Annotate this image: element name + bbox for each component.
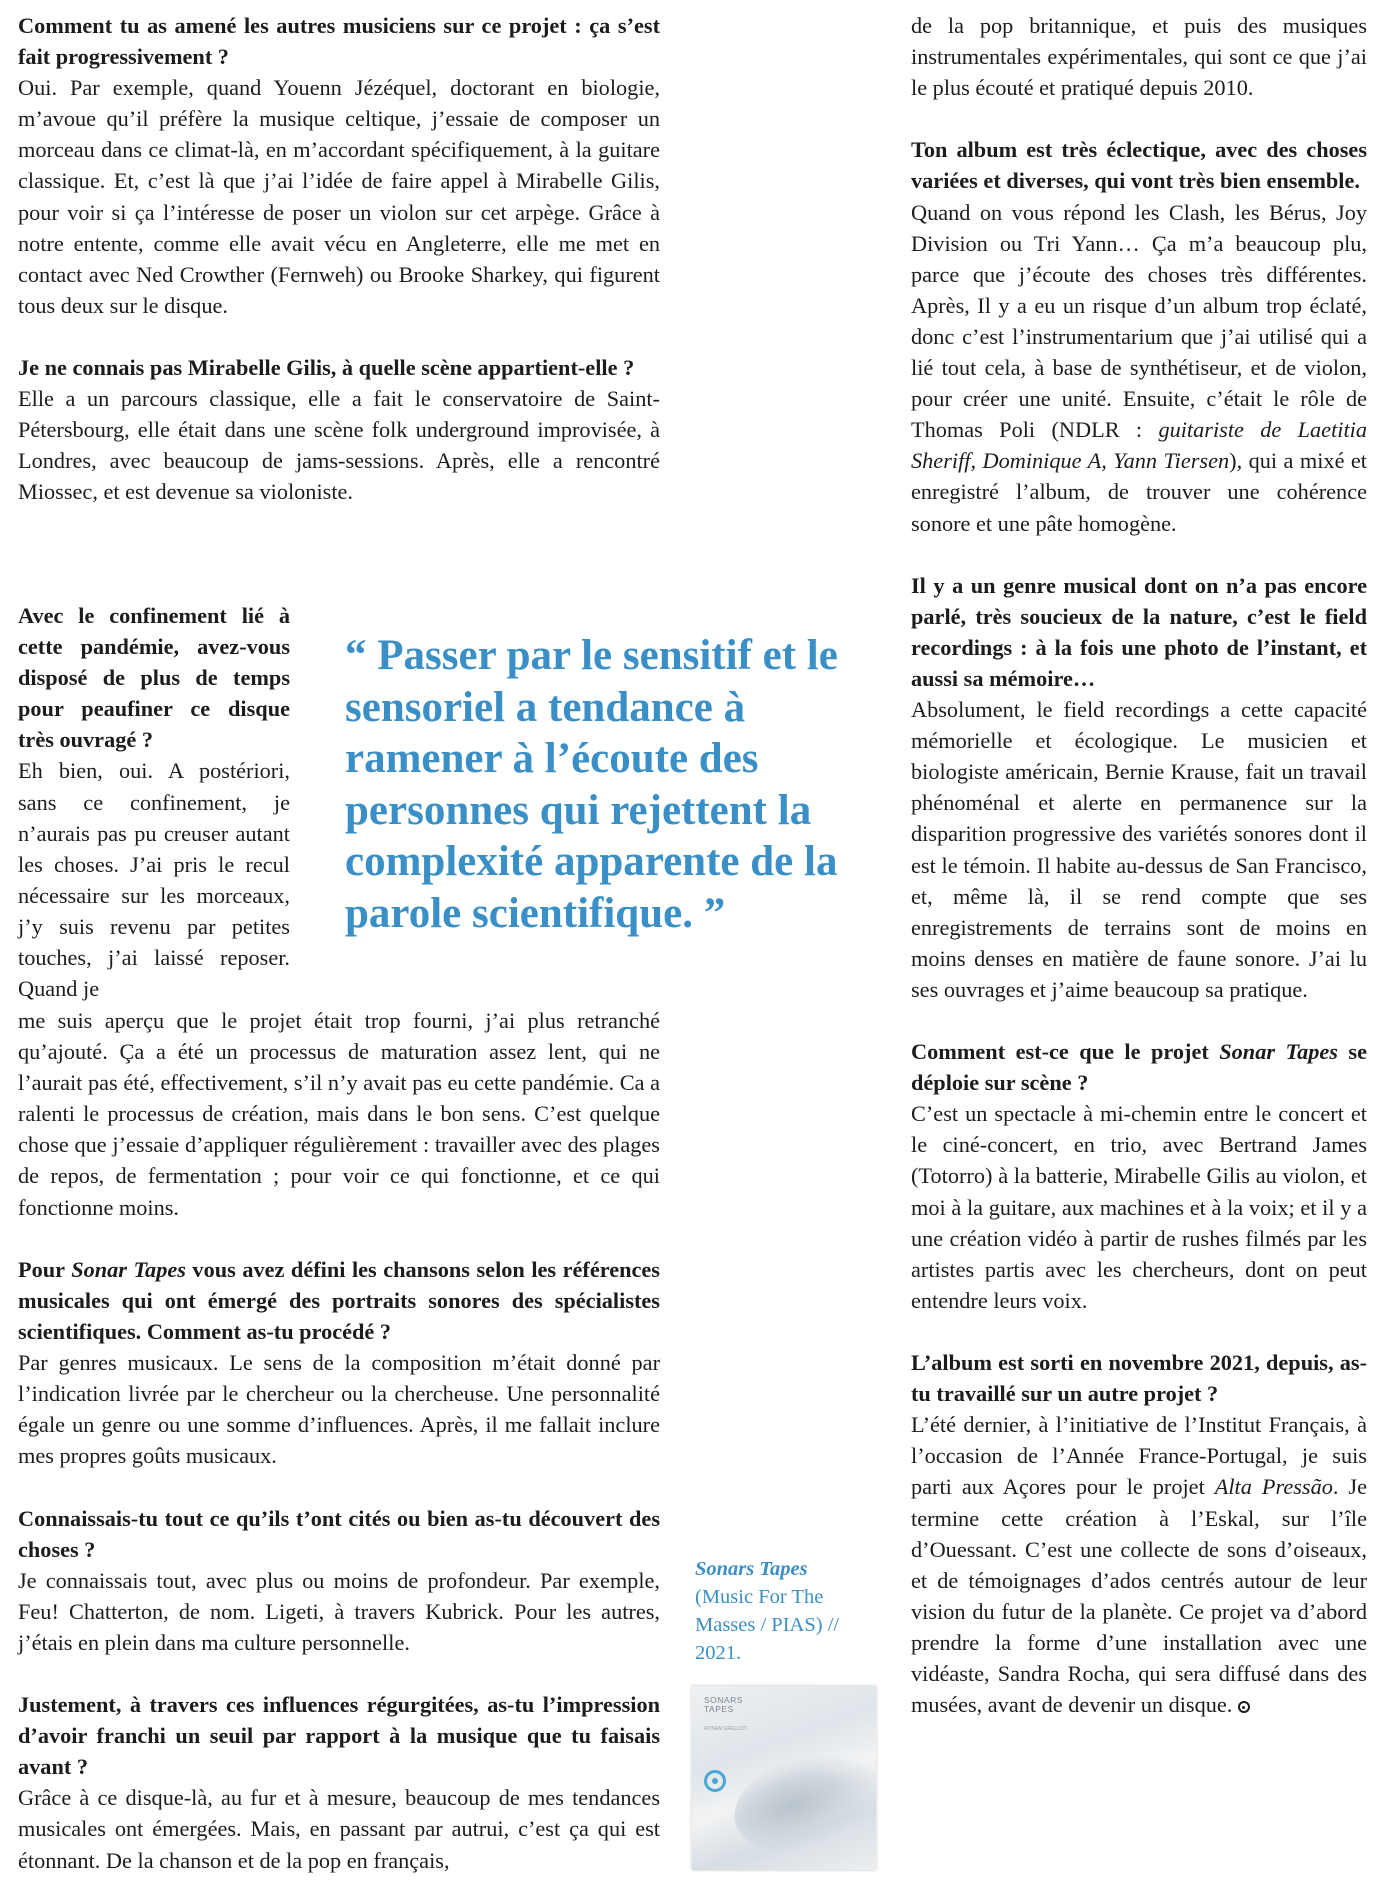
question-9 [911, 1036, 1367, 1098]
question-4-text: Pour [18, 1256, 72, 1282]
right-column [911, 10, 1367, 1720]
answer-6-continued: de la pop britannique, et puis des musiques instrumentales expérimentales, qui sont ce que j’ai le plus écouté et pratiqué depuis 2010. [911, 13, 1367, 101]
album-title: Sonar Tapes [1219, 1039, 1338, 1065]
question-4 [18, 1254, 660, 1347]
paragraph-gap [911, 539, 1367, 570]
left-column-top [18, 10, 660, 508]
answer-10 [911, 1409, 1367, 1720]
question-2: Je ne connais pas Mirabelle Gilis, à quelle scène appartient-elle ? [18, 355, 635, 381]
answer-9: C’est un spectacle à mi-chemin entre le concert et le ciné-concert, en trio, avec Bertrand James (Totorro) à la batterie, Mirabelle Gilis au violon, et moi à la guitare, aux machines et à la voix; et il y a une création vidéo à partir de rushes filmés par les artistes partis avec les chercheurs, dont on peut entendre leurs voix. [911, 1101, 1367, 1313]
question-8: Il y a un genre musical dont on n’a pas encore parlé, très soucieux de la nature, c’est le field recordings : à la fois une photo de l’instant, et aussi sa mémoire… [911, 572, 1367, 691]
cover-subtitle: RONAN GRELLOT [704, 1726, 747, 1732]
album-title: Sonar Tapes [71, 1256, 186, 1282]
target-icon [704, 1770, 726, 1792]
cover-title-line: SONARS [704, 1695, 743, 1705]
left-column-narrow [18, 600, 290, 1004]
answer-5: Je connaissais tout, avec plus ou moins de profondeur. Par exemple, Feu! Chatterton, de nom. Ligeti, à travers Kubrick. Pour les autres, j’étais en plein dans ma culture personnelle. [18, 1567, 660, 1655]
paragraph-gap [18, 1223, 660, 1254]
answer-8: Absolument, le field recordings a cette capacité mémorielle et écologique. Le musicien et biologiste américain, Bernie Krause, fait un travail phénoménal et alerte en permanence sur la disparition progressive des variétés sonores dont il est le témoin. Il habite au-dessus de San Francisco, et, même là, il se rend compte que ses enregistrements de terrains sont de moins en moins denses en matière de faune sonore. J’ai lu ses ouvrages et j’aime beaucoup sa pratique. [911, 697, 1367, 1002]
answer-10-text: L’été dernier, à l’initiative de l’Institut Français, à l’occasion de l’Année France-Portugal, je suis parti aux Açores pour le projet [911, 1412, 1367, 1500]
answer-3-end: me suis aperçu que le projet était trop fourni, j’ai plus retranché qu’ajouté. Ça a été un processus de maturation assez lent, qui ne l’aurait pas été, effectivement, s’il n’y avait pas eu cette pandémie. Ca a ralenti le processus de création, mais dans le bon sens. C’est quelque chose que j’essaie d’appliquer régulièrement : travailler avec des plages de repos, de fermentation ; pour voir ce qui fonctionne, et ce qui fonctionne moins. [18, 1008, 660, 1220]
paragraph-gap [18, 1658, 660, 1689]
answer-6: Grâce à ce disque-là, au fur et à mesure, beaucoup de mes tendances musicales ont émergées. Mais, en passant par autrui, c’est ça qui est étonnant. De la chanson et de la pop en français, [18, 1785, 660, 1873]
question-1: Comment tu as amené les autres musiciens sur ce projet : ça s’est fait progressivement ? [18, 13, 660, 70]
caption-details: (Music For The Masses / PIAS) // 2021. [695, 1586, 840, 1664]
answer-10-text: . Je termine cette création à l’Eskal, sur l’île d’Ouessant. C’est une collecte de sons d’oiseaux, et de témoignages d’ados centrés autour de leur vision du futur de la planète. Ce projet va d’abord prendre la forme d’une installation avec une vidéaste, Sandra Rocha, qui sera diffusé dans des musées, avant de devenir un disque. [911, 1474, 1367, 1718]
question-4-text: vous avez défini les chansons selon les références musicales qui ont émergé des portraits sonores des spécialistes scientifiques. Comment as-tu procédé ? [18, 1256, 660, 1344]
pull-quote: “ Passer par le sensitif et le sensoriel a tendance à ramener à l’écoute des personnes qui rejettent la complexité apparente de la parole scientifique. ” [345, 632, 838, 937]
question-7: Ton album est très éclectique, avec des choses variées et diverses, qui vont très bien ensemble. [911, 137, 1367, 194]
album-caption [695, 1555, 875, 1667]
cover-title [704, 1696, 743, 1714]
album-cover-image [692, 1686, 876, 1870]
question-3: Avec le confinement lié à cette pandémie, avez-vous disposé de plus de temps pour peaufiner ce disque très ouvragé ? [18, 603, 290, 753]
question-6: Justement, à travers ces influences régurgitées, as-tu l’impression d’avoir franchi un seuil par rapport à la musique que tu faisais avant ? [18, 1692, 660, 1780]
project-title: Alta Pressão [1214, 1474, 1333, 1500]
question-10: L’album est sorti en novembre 2021, depuis, as-tu travaillé sur un autre projet ? [911, 1350, 1367, 1407]
cover-texture [722, 1735, 876, 1867]
question-9-text: Comment est-ce que le projet [911, 1039, 1220, 1065]
paragraph-gap [911, 1005, 1367, 1036]
answer-7-text: Quand on vous répond les Clash, les Bérus, Joy Division ou Tri Yann… Ça m’a beaucoup plu, parce que j’écoute des choses très différentes. Après, Il y a eu un risque d’un album trop éclaté, donc c’est l’instrumentarium que j’ai utilisé qui a lié tout cela, à base de synthétiseur, et de violon, pour créer une unité. Ensuite, c’était le rôle de Thomas Poli (NDLR : [911, 199, 1367, 443]
answer-7 [911, 197, 1367, 539]
cover-title-line: TAPES [704, 1704, 734, 1714]
paragraph-gap [18, 321, 660, 352]
end-of-article-icon [1238, 1701, 1250, 1713]
paragraph-gap [911, 1316, 1367, 1347]
question-9-text: se déploie sur scène ? [911, 1039, 1367, 1096]
answer-3-start: Eh bien, oui. A postériori, sans ce confinement, je n’aurais pas pu creuser autant les choses. J’ai pris le recul nécessaire sur les morceaux, j’y suis revenu par petites touches, j’ai laissé reposer. Quand je [18, 758, 290, 1002]
caption-title: Sonars Tapes [695, 1558, 808, 1580]
question-5: Connaissais-tu tout ce qu’ils t’ont cités ou bien as-tu découvert des choses ? [18, 1505, 660, 1562]
answer-7-text: ), qui a mixé et enregistré l’album, de trouver une cohérence sonore et une pâte homogène. [911, 448, 1367, 536]
answer-7-note: guitariste de Laetitia Sheriff, Dominique A, Yann Tiersen [911, 417, 1367, 474]
answer-1: Oui. Par exemple, quand Youenn Jézéquel, doctorant en biologie, m’avoue qu’il préfère la musique celtique, j’essaie de composer un morceau dans ce climat-là, en m’accordant spécifiquement, à la guitare classique. Et, c’est là que j’ai l’idée de faire appel à Mirabelle Gilis, pour voir si ça l’intéresse de poser un violon sur cet arpège. Grâce à notre entente, comme elle avait vécu en Angleterre, elle me met en contact avec Ned Crowther (Fernweh) ou Brooke Sharkey, qui figurent tous deux sur le disque. [18, 75, 660, 318]
paragraph-gap [911, 103, 1367, 134]
answer-2: Elle a un parcours classique, elle a fait le conservatoire de Saint-Pétersbourg, elle était dans une scène folk underground improvisée, à Londres, avec beaucoup de jams-sessions. Après, elle a rencontré Miossec, et est devenue sa violoniste. [18, 386, 660, 505]
left-column-bottom [18, 1005, 660, 1876]
paragraph-gap [18, 1471, 660, 1502]
answer-4: Par genres musicaux. Le sens de la composition m’était donné par l’indication livrée par le chercheur ou la chercheuse. Une personnalité égale un genre ou une somme d’influences. Après, il me fallait inclure mes propres goûts musicaux. [18, 1350, 660, 1469]
